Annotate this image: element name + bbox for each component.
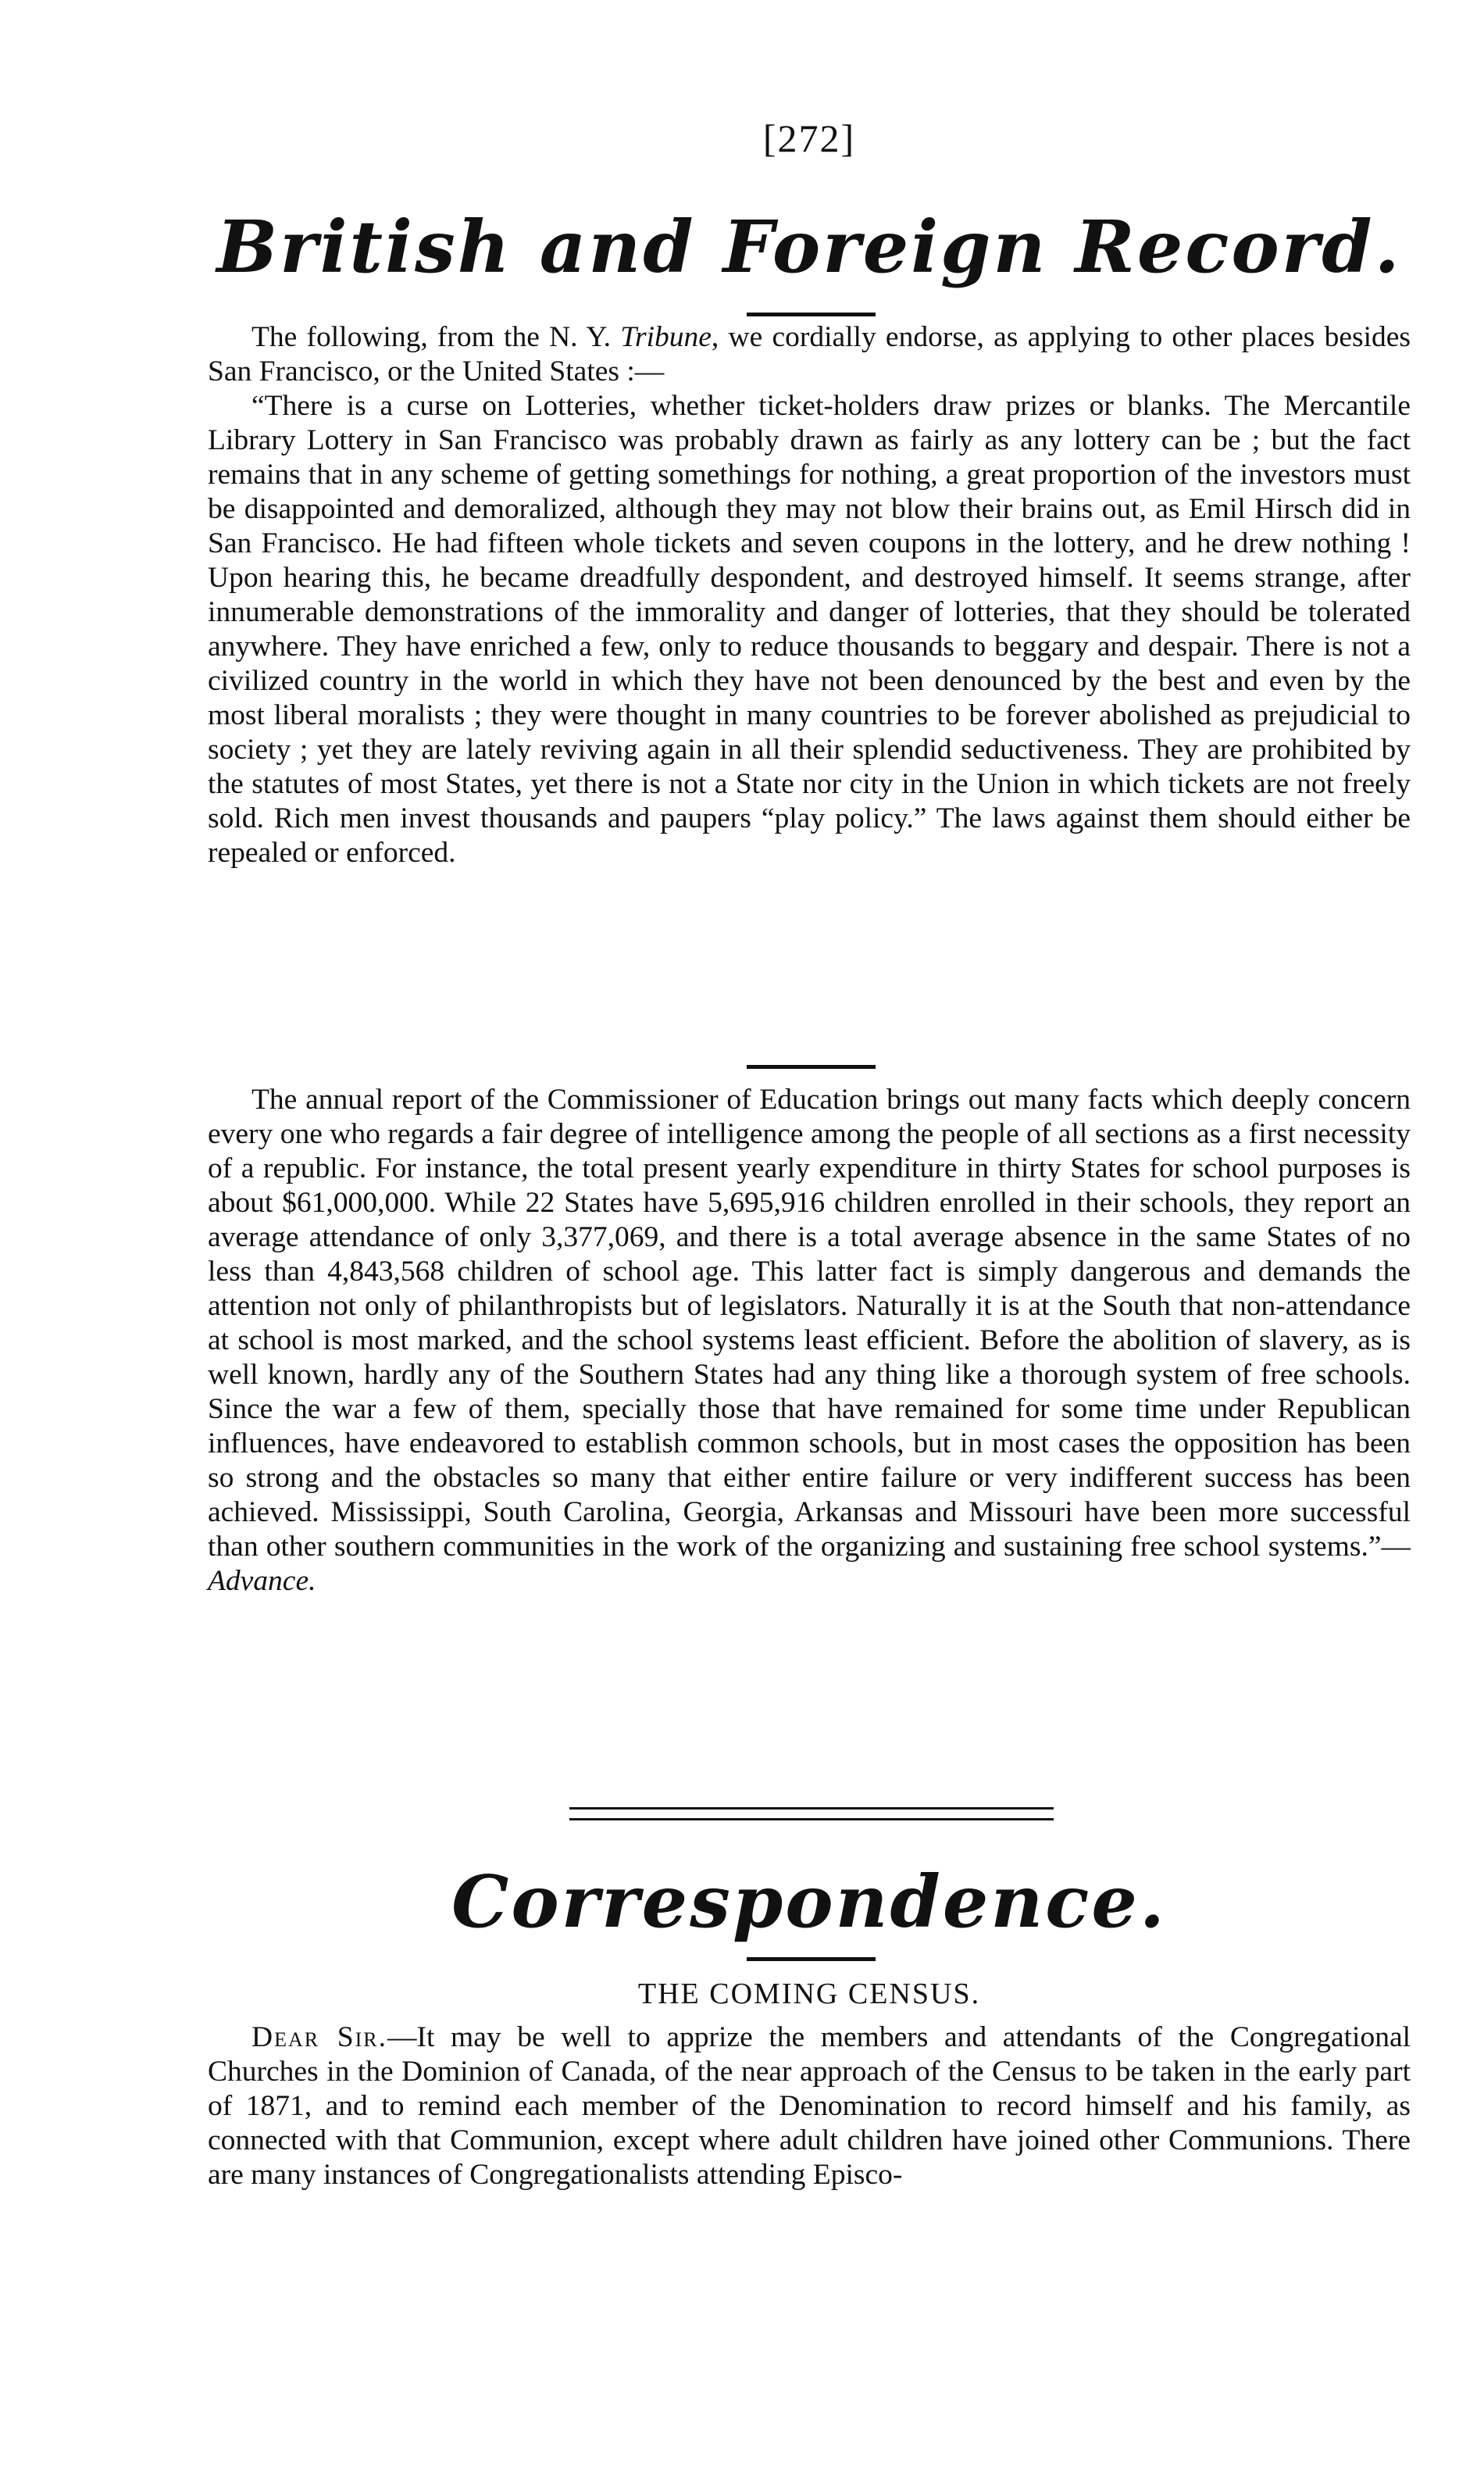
intro-text-end: , we cordially endorse, as applying to other places besides San Francisco, or the United States :— xyxy=(208,321,1411,388)
article-heading: THE COMING CENSUS. xyxy=(637,1977,981,2010)
page-number: [272] xyxy=(762,116,856,160)
section-title-british-foreign-record: British and Foreign Record. xyxy=(216,205,1402,289)
source-name: Tribune xyxy=(620,321,712,353)
divider-rule xyxy=(747,313,876,316)
article-body xyxy=(208,2020,1411,2192)
source-name: Advance. xyxy=(208,1565,316,1597)
article-text: The annual report of the Commissioner of Education brings out many facts which deeply concern every one who regards a fair degree of intelligence among the people of all sections as a first necessity of a republic. For instance, the total present yearly expenditure in thirty States for school purposes is about $61,000,000. While 22 States have 5,695,916 children enrolled in their schools, they report an average attendance of only 3,377,069, and there is a total average absence in the same States of no less than 4,843,568 children of school age. This latter fact is simply dangerous and demands the attention not only of philanthropists but of legislators. Naturally it is at the South that non-attendance at school is most marked, and the school systems least efficient. Before the abolition of slavery, as is well known, hardly any of the Southern States had any thing like a thorough system of free schools. Since the war a few of them, specially those that have remained for some time under Republican influences, have endeavored to establish common schools, but in most cases the opposition has been so strong and the obstacles so many that either entire failure or very indifferent success has been achieved. Mississippi, South Carolina, Georgia, Arkansas and Missouri have been more successful than other southern communities in the work of the organizing and sustaining free school systems.”— xyxy=(208,1084,1411,1563)
section-title-correspondence: Correspondence. xyxy=(451,1860,1167,1944)
divider-rule xyxy=(747,1957,876,1961)
article-body: “There is a curse on Lotteries, whether ticket-holders draw prizes or blanks. The Mercantile Library Lottery in San Francisco was probably drawn as fairly as any lottery can be ; but the fact remains that in any scheme of getting somethings for nothing, a great proportion of the investors must be disappointed and demoralized, although they may not blow their brains out, as Emil Hirsch did in San Francisco. He had fifteen whole tickets and seven coupons in the lottery, and he drew nothing ! Upon hearing this, he became dreadfully despondent, and destroyed himself. It seems strange, after innumerable demonstrations of the immorality and danger of lotteries, that they should be tolerated anywhere. They have enriched a few, only to reduce thousands to beggary and despair. There is not a civilized country in the world in which they have not been denounced by the best and even by the most liberal moralists ; they were thought in many countries to be forever abolished as prejudicial to society ; yet they are lately reviving again in all their splendid seductiveness. They are prohibited by the statutes of most States, yet there is not a State nor city in the Union in which tickets are not freely sold. Rich men invest thousands and paupers “play policy.” The laws against them should either be repealed or enforced. xyxy=(208,390,1411,869)
article-census xyxy=(208,2020,1411,2192)
divider-rule xyxy=(747,1065,876,1069)
salutation: Dear Sir. xyxy=(251,2021,387,2053)
article-body xyxy=(208,1083,1411,1599)
double-rule-bottom xyxy=(569,1818,1054,1820)
intro-text: The following, from the N. Y. xyxy=(251,321,621,353)
article-lotteries xyxy=(208,320,1411,870)
article-intro xyxy=(208,320,1411,389)
article-text: —It may be well to apprize the members and attendants of the Congregational Churches in the Dominion of Canada, of the near approach of the Census to be taken in the early part of 1871, and to remind each member of the Denomination to record himself and his family, as connected with that Communion, except where adult children have joined other Communions. There are many instances of Congregationalists attending Episco- xyxy=(208,2021,1411,2191)
double-rule-top xyxy=(569,1807,1054,1810)
article-education xyxy=(208,1083,1411,1599)
